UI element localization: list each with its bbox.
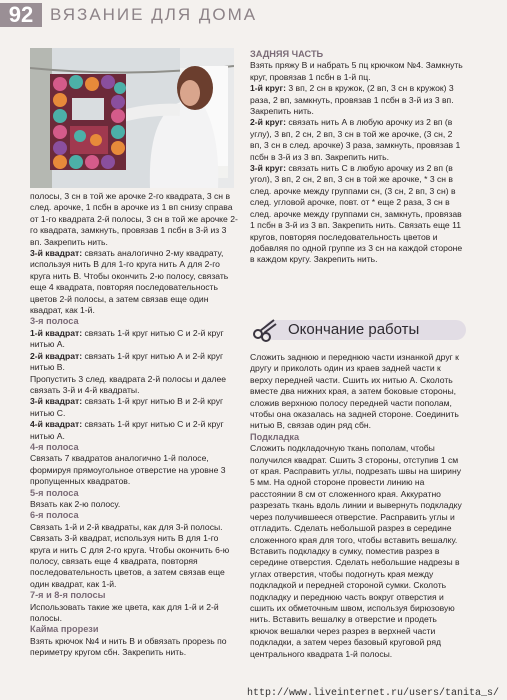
step-label: 3-й круг: <box>250 163 286 174</box>
step-text: связать 1-й круг нитью С и 2-й круг нитью А. <box>30 327 224 350</box>
step-label: 1-й квадрат: <box>30 327 83 338</box>
finishing-banner <box>250 318 466 342</box>
finishing-column <box>250 352 464 660</box>
instruction-r1 <box>30 328 240 351</box>
instruction-r2 <box>30 351 240 374</box>
heading-row3: 3-я полоса <box>30 316 79 327</box>
step-text: связать 1-й круг нитью В и 2-й круг нитью С. <box>30 396 224 418</box>
lining-text: Сложить подкладочную ткань пополам, чтобы получился квадрат. Сшить 3 стороны, отступив 1 см от края. Расправить углы, подрезать швы на ширину 5 мм. На одной стороне провести линию на расстоянии 8 см от сложенного края. Аккуратно разрезать ткань вдоль линии и вывернуть подкладку через получившееся отверстие. Расправить углы и отгладить. Сделать небольшой разрез в середине сложенного края для того, чтобы вставить вешалку. Вставить подкладку в сумку, поместив разрез в середине отверстия. Сделать небольшие надрезы в углах отверстия, чтобы подогнуть края между подкладкой и передней стороной сумки. Сколоть подкладку и переднюю часть вокруг отверстия и сшить их обметочным швом, используя бирюзовую нить. Вставить вешалку в отверстие и продеть крючок вешалки через разрез в верхней части подкладки, а затем через базовый круговой ряд центрального квадрата 1-й полосы. <box>250 443 462 659</box>
step-text: связать нить А в любую арочку из 2 вп (в углу), 3 вп, 2 сн, 2 вп, 3 сн в той же арочке, (3 сн, 2 вп, 3 сн в след. арочке) 3 раза, замкнуть, провязав 1 псбн в 3-й из 3 вп. Закрепить нить. <box>250 117 461 162</box>
heading-row4: 4-я полоса <box>30 441 79 452</box>
instruction-row4: Связать 7 квадратов аналогично 1-й полосе, формируя прямоугольное отверстие на уровне 3 пропущенных квадратов. <box>30 453 226 487</box>
heading-lining: Подкладка <box>250 431 300 442</box>
section-title: ВЯЗАНИЕ ДЛЯ ДОМА <box>50 5 258 24</box>
page-header <box>0 0 507 30</box>
scissors-icon <box>250 318 278 342</box>
instruction-r4 <box>30 419 240 442</box>
step-text: связать 1-й круг нитью С и 2-й круг нитью А. <box>30 419 224 441</box>
step-label: 3-й квадрат: <box>30 396 83 407</box>
heading-back: ЗАДНЯЯ ЧАСТЬ <box>250 49 324 59</box>
step-text: связать нить С в любую арочку из 2 вп (в угол), 3 вп, 2 сн, 2 вп, 3 сн в той же арочке, * 3 сн в след. арочке между группами сн, (3 сн, 2 вп, 3 сн) в след. угловой арочке, повт. от * еще 2 раза, 3 сн в след. арочке между группами сн, замкнуть, провязав 1 псбн в 3-й из 3 вп. Закрепить нить. Связать еще 11 кругов, повторяя последовательность цветов и добавляя по одной группе из 3 сн на каждой стороне в каждом кругу. Закрепить нить. <box>250 163 463 265</box>
instruction-square3 <box>30 248 240 316</box>
instruction-r3 <box>30 396 240 419</box>
banner-title: Окончание работы <box>288 321 420 338</box>
step-text: связать аналогично 2-му квадрату, используя нить В для 1-го круга нить А для 2-го круга нить В. Чтобы окончить 2-ю полосу, связать еще 4 квадрата, повторяя последовательность цветов 2-й полосы, а затем связав еще один квадрат, как 1-й. <box>30 248 229 316</box>
page-number: 92 <box>0 3 42 27</box>
step-label: 1-й круг: <box>250 83 286 94</box>
instruction-edging: Взять крючок №4 и нить В и обвязать прорезь по периметру кругом сбн. Закрепить нить. <box>30 635 227 658</box>
step-text: 3 вп, 2 сн в кружок, (2 вп, 3 сн в кружок) 3 раза, 2 вп, замкнуть, провязав 1 псбн в 3-й из 3 вп. Закрепить нить. <box>250 83 454 117</box>
heading-row5: 5-я полоса <box>30 487 79 498</box>
bag-photo <box>30 48 234 188</box>
instruction-row78: Использовать такие же цвета, как для 1-й и 2-й полосы. <box>30 601 219 624</box>
instruction-c3 <box>250 163 464 266</box>
left-column <box>30 191 240 659</box>
instruction-row6: Связать 1-й и 2-й квадраты, как для 3-й полосы. Связать 3-й квадрат, используя нить В для 1-го круга и нить С для 2-го круга. Чтобы окончить 6-ю полосу, связать еще 4 квадрата, повторяя последовательность цветов, а затем связав еще один квадрат, как 1-й. <box>30 521 230 589</box>
right-column <box>250 49 464 266</box>
step-label: 2-й круг: <box>250 117 286 128</box>
finishing-text: Сложить заднюю и переднюю части изнанкой друг к другу и приколоть один из краев задней части к верху передней части. Сшить их нитью А. Сколоть вместе два нижних края, а затем боковые стороны, сложив верхнюю полосу передней части пополам, чтобы она оказалась на задней стороне. Соединить нитью В, связав один ряд сбн. <box>250 352 459 431</box>
heading-row6: 6-я полоса <box>30 510 79 521</box>
step-label: 2-й квадрат: <box>30 350 83 361</box>
source-url: http://www.liveinternet.ru/users/tanita_s/ <box>246 688 499 699</box>
photo-illustration <box>30 48 234 188</box>
step-label: 3-й квадрат: <box>30 248 83 259</box>
heading-edging: Кайма прорези <box>30 624 99 635</box>
instruction-skip: Пропустить 3 след. квадрата 2-й полосы и далее связать 3-й и 4-й квадраты. <box>30 373 227 395</box>
instruction-c2 <box>250 117 464 163</box>
step-text: связать 1-й круг нитью А и 2-й круг нитью В. <box>30 350 224 373</box>
step-label: 4-й квадрат: <box>30 419 83 430</box>
heading-row78: 7-я и 8-я полосы <box>30 590 106 601</box>
intro-text: полосы, 3 сн в той же арочке 2-го квадрата, 3 сн в след. арочке, 1 псбн в арочке из 1 вп снизу справа от 1-го квадрата 2-й полосы, 3 сн в той же арочке 2-го квадрата, замкнуть, провязав 1 псбн в 3-й из 3 вп. Закрепить нить. <box>30 191 238 247</box>
instruction-row5: Вязать как 2-ю полосу. <box>30 498 121 509</box>
instruction-c1 <box>250 83 464 117</box>
instruction-back-intro: Взять пряжу В и набрать 5 пц крючком №4. Замкнуть круг, провязав 1 псбн в 1-й пц. <box>250 60 463 82</box>
